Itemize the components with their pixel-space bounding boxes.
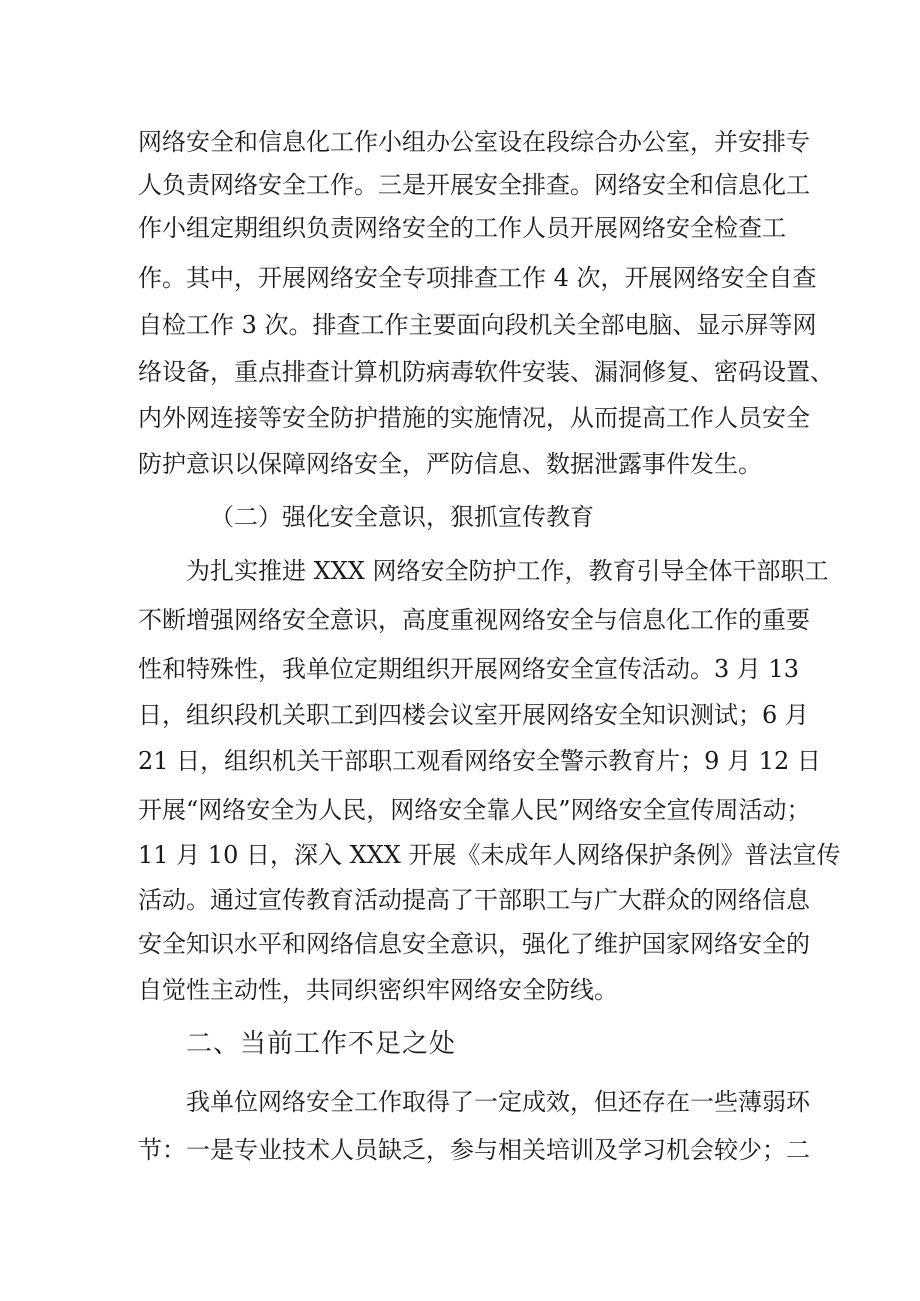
text-line: 防护意识以保障网络安全，严防信息、数据泄露事件发生。	[138, 450, 762, 478]
text-line: 安全知识水平和网络信息安全意识，强化了维护国家网络安全的	[138, 930, 810, 958]
text-line: 人负责网络安全工作。三是开展安全排查。网络安全和信息化工	[138, 171, 810, 199]
text-line: 节：一是专业技术人员缺乏，参与相关培训及学习机会较少；二	[138, 1136, 810, 1164]
text-line: 性和特殊性，我单位定期组织开展网络安全宣传活动。3 月 13	[138, 655, 800, 683]
text-line: 自觉性主动性，共同织密织牢网络安全防线。	[138, 976, 618, 1004]
text-line: 活动。通过宣传教育活动提高了干部职工与广大群众的网络信息	[138, 886, 810, 914]
text-line: 络设备，重点排查计算机防病毒软件安装、漏洞修复、密码设置、	[138, 358, 834, 386]
text-line: 自检工作 3 次。排查工作主要面向段机关全部电脑、显示屏等网	[138, 311, 817, 339]
text-line: 作。其中，开展网络安全专项排查工作 4 次，开展网络安全自查	[138, 264, 817, 292]
section-subheading: （二）强化安全意识，狠抓宣传教育	[210, 503, 594, 531]
text-line: 21 日，组织机关干部职工观看网络安全警示教育片；9 月 12 日	[138, 747, 821, 775]
text-line: 日，组织段机关职工到四楼会议室开展网络安全知识测试；6 月	[138, 701, 809, 729]
text-line: 内外网连接等安全防护措施的实施情况，从而提高工作人员安全	[138, 404, 810, 432]
text-line: 作小组定期组织负责网络安全的工作人员开展网络安全检查工	[138, 214, 786, 242]
text-line: 11 月 10 日，深入 XXX 开展《未成年人网络保护条例》普法宣传	[138, 841, 841, 869]
text-line: 我单位网络安全工作取得了一定成效，但还存在一些薄弱环	[186, 1088, 810, 1116]
text-line: 网络安全和信息化工作小组办公室设在段综合办公室，并安排专	[138, 128, 810, 156]
text-line: 为扎实推进 XXX 网络安全防护工作，教育引导全体干部职工	[186, 557, 829, 585]
text-line: 开展“网络安全为人民，网络安全靠人民”网络安全宣传周活动；	[138, 796, 811, 824]
text-line: 不断增强网络安全意识，高度重视网络安全与信息化工作的重要	[138, 606, 810, 634]
section-heading: 二、当前工作不足之处	[186, 1029, 457, 1059]
